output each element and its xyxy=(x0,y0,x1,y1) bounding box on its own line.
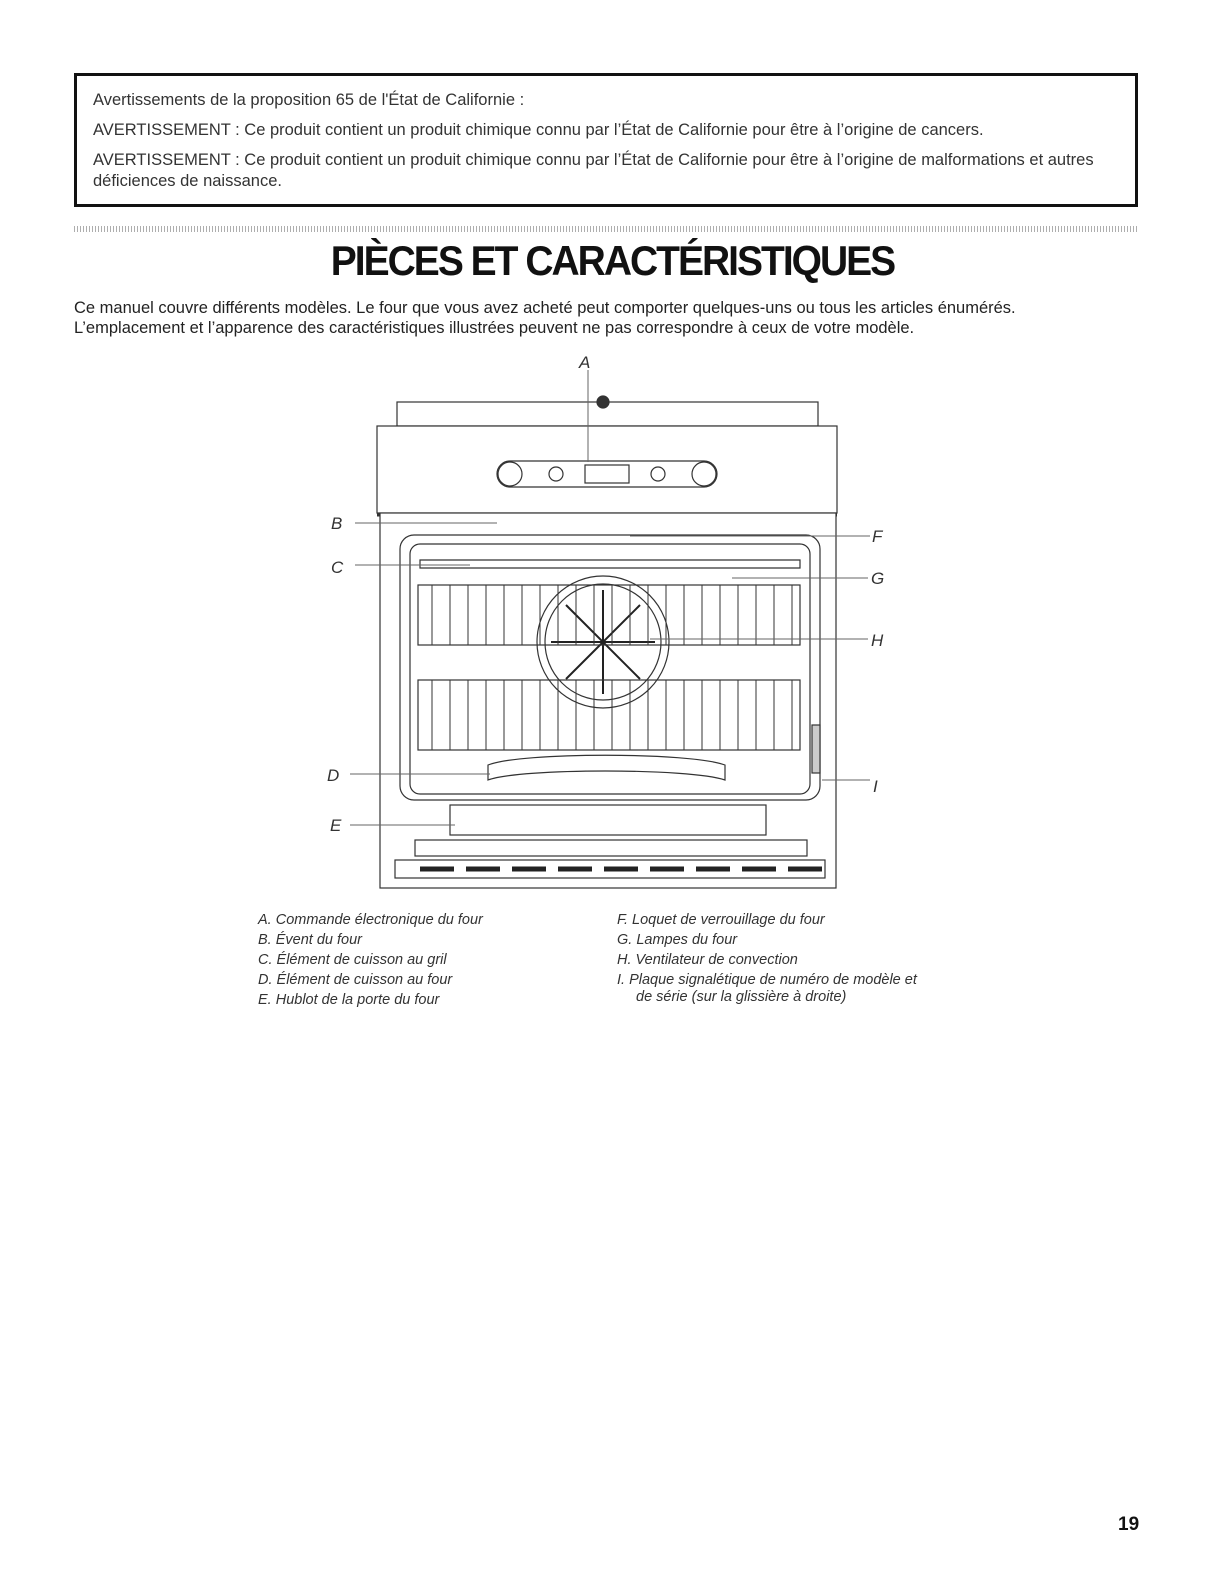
intro-line-2: L’emplacement et l’apparence des caractéristiques illustrées peuvent ne pas correspondre à ceux de votre modèle. xyxy=(74,319,915,337)
warning-cancer: AVERTISSEMENT : Ce produit contient un produit chimique connu par l’État de Californie pour être à l’origine de cancers. xyxy=(93,121,984,139)
control-panel xyxy=(377,426,837,513)
legend-item-i-cont: de série (sur la glissière à droite) xyxy=(636,989,847,1005)
legend-left xyxy=(258,910,588,1010)
prop65-warning-box xyxy=(74,73,1138,207)
legend-item-g: G. Lampes du four xyxy=(617,932,738,948)
legend-item-a: A. Commande électronique du four xyxy=(258,912,483,928)
legend-item-e: E. Hublot de la porte du four xyxy=(258,992,440,1008)
legend-item-i: I. Plaque signalétique de numéro de modèle et xyxy=(617,972,917,988)
legend-item-f: F. Loquet de verrouillage du four xyxy=(617,912,825,928)
label-f: F xyxy=(872,527,883,546)
legend-item-c: C. Élément de cuisson au gril xyxy=(258,952,447,968)
legend-item-d: D. Élément de cuisson au four xyxy=(258,972,453,988)
legend-right xyxy=(617,910,977,1004)
page-title: PIÈCES ET CARACTÉRISTIQUES xyxy=(330,238,895,285)
intro-line-1: Ce manuel couvre différents modèles. Le four que vous avez acheté peut comporter quelques-uns ou tous les articles énumérés. xyxy=(74,299,1016,317)
intro-text xyxy=(74,298,1154,338)
label-h: H xyxy=(871,631,884,650)
label-i: I xyxy=(873,777,878,796)
stipple-divider xyxy=(74,226,1138,232)
oven-body xyxy=(380,513,836,888)
label-a: A xyxy=(579,353,591,372)
label-g: G xyxy=(871,569,885,588)
oven-diagram xyxy=(0,340,1225,900)
label-d: D xyxy=(327,766,340,785)
serial-plate xyxy=(812,725,820,773)
label-b: B xyxy=(331,514,343,533)
legend-item-b: B. Évent du four xyxy=(258,932,362,948)
fan-blades xyxy=(551,590,655,694)
label-c: C xyxy=(331,558,344,577)
warning-birth-defects: AVERTISSEMENT : Ce produit contient un produit chimique connu par l’État de Californie pour être à l’origine de malformations et autres déficiences de naissance. xyxy=(93,151,1094,190)
warning-heading: Avertissements de la proposition 65 de l'État de Californie : xyxy=(93,91,525,109)
control-knob-top xyxy=(597,396,609,408)
legend-item-h: H. Ventilateur de convection xyxy=(617,952,798,968)
label-e: E xyxy=(330,816,342,835)
page-number: 19 xyxy=(1118,1514,1140,1535)
